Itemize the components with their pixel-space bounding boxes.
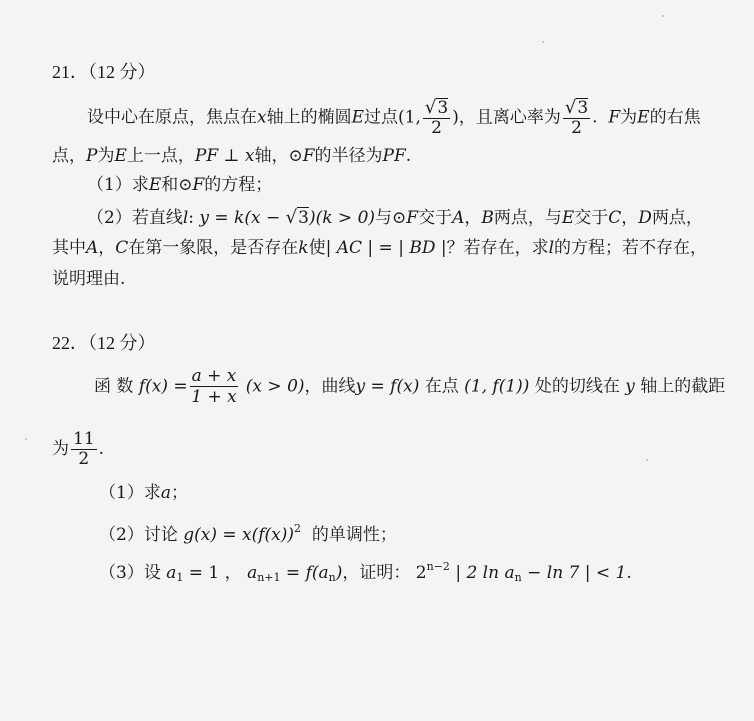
q21-subquestion-2-end: 说明理由. — [52, 269, 126, 289]
eccentricity-fraction: $\frac{√3}{2}$ — [564, 97, 589, 138]
q21-subquestion-2: （2）若直线l: y = k(x − √3)(k > 0)与⊙F交于A，B两点，与E交于C，D两点， — [87, 207, 703, 228]
q21-header: 21．（12 分） — [52, 62, 156, 82]
q22-header: 22．（12 分） — [52, 333, 156, 353]
q22-paragraph-line-1: 函 数 f(x) = $\frac{a + x}{1 + x} (x > 0)$，曲线y = f(x) 在点 (1, f(1)) 处的切线在 y 轴上的截距 — [94, 366, 726, 407]
q22-paragraph-line-2: 为 $\frac{11}{2}$ . — [52, 429, 105, 469]
q21-subquestion-2-cont: 其中A，C在第一象限，是否存在k使| AC | = | BD |？若存在，求l的方程；若不存在， — [52, 238, 708, 258]
q22-subquestion-3: （3）设 $a_1 = 1$ ， $a_{n+1} = f(a_n)$，证明： $2^{n-2}$ | 2 $\ln a_n - \ln 7$ | < 1. — [99, 560, 632, 584]
eleven-over-two: $\frac{11}{2}$ — [73, 429, 95, 469]
scan-speck — [542, 41, 544, 43]
scan-speck — [25, 438, 27, 440]
sqrt3-over-2-fraction: $\frac{√3}{2}$ — [424, 97, 449, 138]
q22-subquestion-2: （2）讨论 $g(x) = x(f(x))^2$ 的单调性； — [99, 522, 397, 545]
scan-speck — [646, 459, 648, 461]
a-plus-x-over-1-plus-x: $\frac{a + x}{1 + x}$ — [191, 366, 237, 407]
q22-subquestion-1: （1）求a； — [99, 483, 188, 503]
q21-paragraph-line-2: 点，P为E上一点，PF ⊥ x轴，⊙F的半径为PF. — [52, 146, 412, 166]
q21-subquestion-1: （1）求E和⊙F的方程； — [87, 175, 273, 195]
scan-speck — [662, 15, 664, 17]
q21-paragraph-line-1: 设中心在原点，焦点在x轴上的椭圆E过点(1, $\frac{√3}{2}$ )，且离心率为 $\frac{√3}{2}$ . F为E的右焦 — [87, 97, 701, 138]
